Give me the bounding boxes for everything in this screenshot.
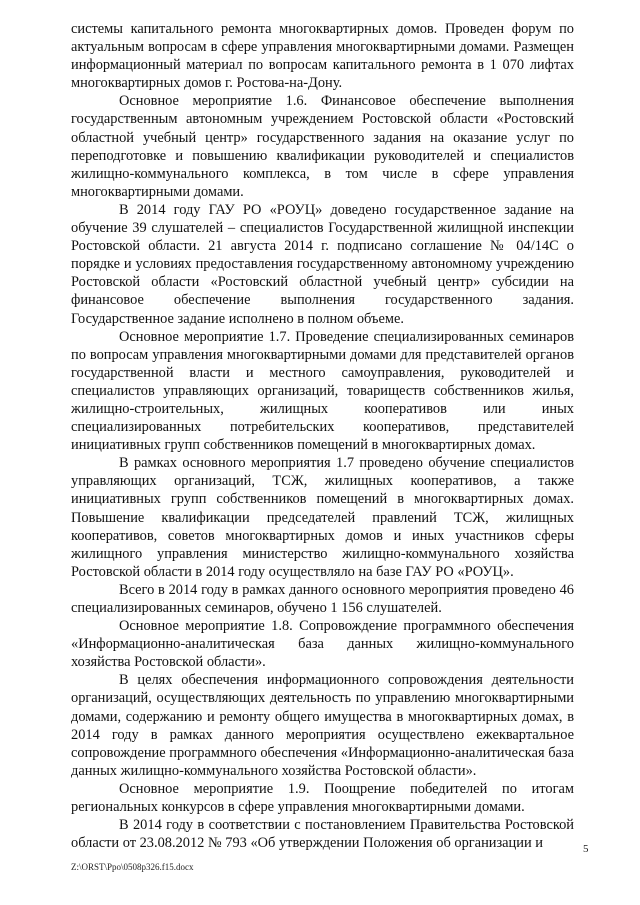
paragraph-capital-repair-info: системы капитального ремонта многоквартирных домов. Проведен форум по актуальным вопросам в сфере управления многоквартирными домами. Размещен информационный материал по вопросам капитального ремонта в 1 070 лифтах многоквартирных домов г. Ростова-на-Дону.: [71, 21, 574, 92]
document-body: [71, 20, 574, 852]
paragraph-government-resolution: В 2014 году в соответствии с постановлением Правительства Ростовской области от 23.08.2012 № 793 «Об утверждении Положения об организации и: [71, 817, 574, 852]
paragraph-measure-1-6: Основное мероприятие 1.6. Финансовое обеспечение выполнения государственным автономным учреждением Ростовской области «Ростовский областной учебный центр» государственного задания на оказание услуг по переподготовке и повышению квалификации руководителей и специалистов жилищно-коммунального комплекса, в том числе в сфере управления многоквартирными домами.: [71, 93, 574, 200]
file-path: Z:\ORST\Ppo\0508p326.f15.docx: [71, 862, 194, 872]
paragraph-measure-1-8: Основное мероприятие 1.8. Сопровождение программного обеспечения «Информационно-аналитическая база данных жилищно-коммунального хозяйства Ростовской области».: [71, 618, 574, 671]
paragraph-seminars-total: Всего в 2014 году в рамках данного основного мероприятия проведено 46 специализированных семинаров, обучено 1 156 слушателей.: [71, 581, 574, 616]
paragraph-measure-1-7: Основное мероприятие 1.7. Проведение специализированных семинаров по вопросам управления многоквартирными домами для представителей органов государственной власти и местного самоуправления, руководителей и специалистов управляющих организаций, товариществ собственников жилья, жилищно-строительных, жилищных кооперативов или иных специализированных потребительских кооперативов, представителей инициативных групп собственников помещений в многоквартирных домах.: [71, 328, 574, 454]
paragraph-state-assignment: В 2014 году ГАУ РО «РОУЦ» доведено государственное задание на обучение 39 слушателей – специалистов Государственной жилищной инспекции Ростовской области. 21 августа 2014 г. подписано соглашение № 04/14С о порядке и условиях предоставления государственному автономному учреждению Ростовской области «Ростовский областной учебный центр» субсидии на финансовое обеспечение выполнения государственного задания. Государственное задание исполнено в полном объеме.: [71, 201, 574, 327]
page-number: 5: [583, 843, 589, 855]
paragraph-info-support: В целях обеспечения информационного сопровождения деятельности организаций, осуществляющих деятельность по управлению многоквартирными домами, содержанию и ремонту общего имущества в многоквартирных домах, в 2014 году в рамках данного мероприятия осуществлено ежеквартальное сопровождение программного обеспечения «Информационно-аналитическая база данных жилищно-коммунального хозяйства Ростовской области».: [71, 672, 574, 779]
paragraph-measure-1-9: Основное мероприятие 1.9. Поощрение победителей по итогам региональных конкурсов в сфере управления многоквартирными домами.: [71, 780, 574, 816]
paragraph-training: В рамках основного мероприятия 1.7 проведено обучение специалистов управляющих организаций, ТСЖ, жилищных кооперативов, а также инициативных групп собственников помещений в многоквартирных домах. Повышение квалификации председателей правлений ТСЖ, жилищных кооперативов, советов многоквартирных домов и иных участников сферы жилищного управления министерство жилищно-коммунального хозяйства Ростовской области в 2014 году осуществляло на базе ГАУ РО «РОУЦ».: [71, 455, 574, 580]
